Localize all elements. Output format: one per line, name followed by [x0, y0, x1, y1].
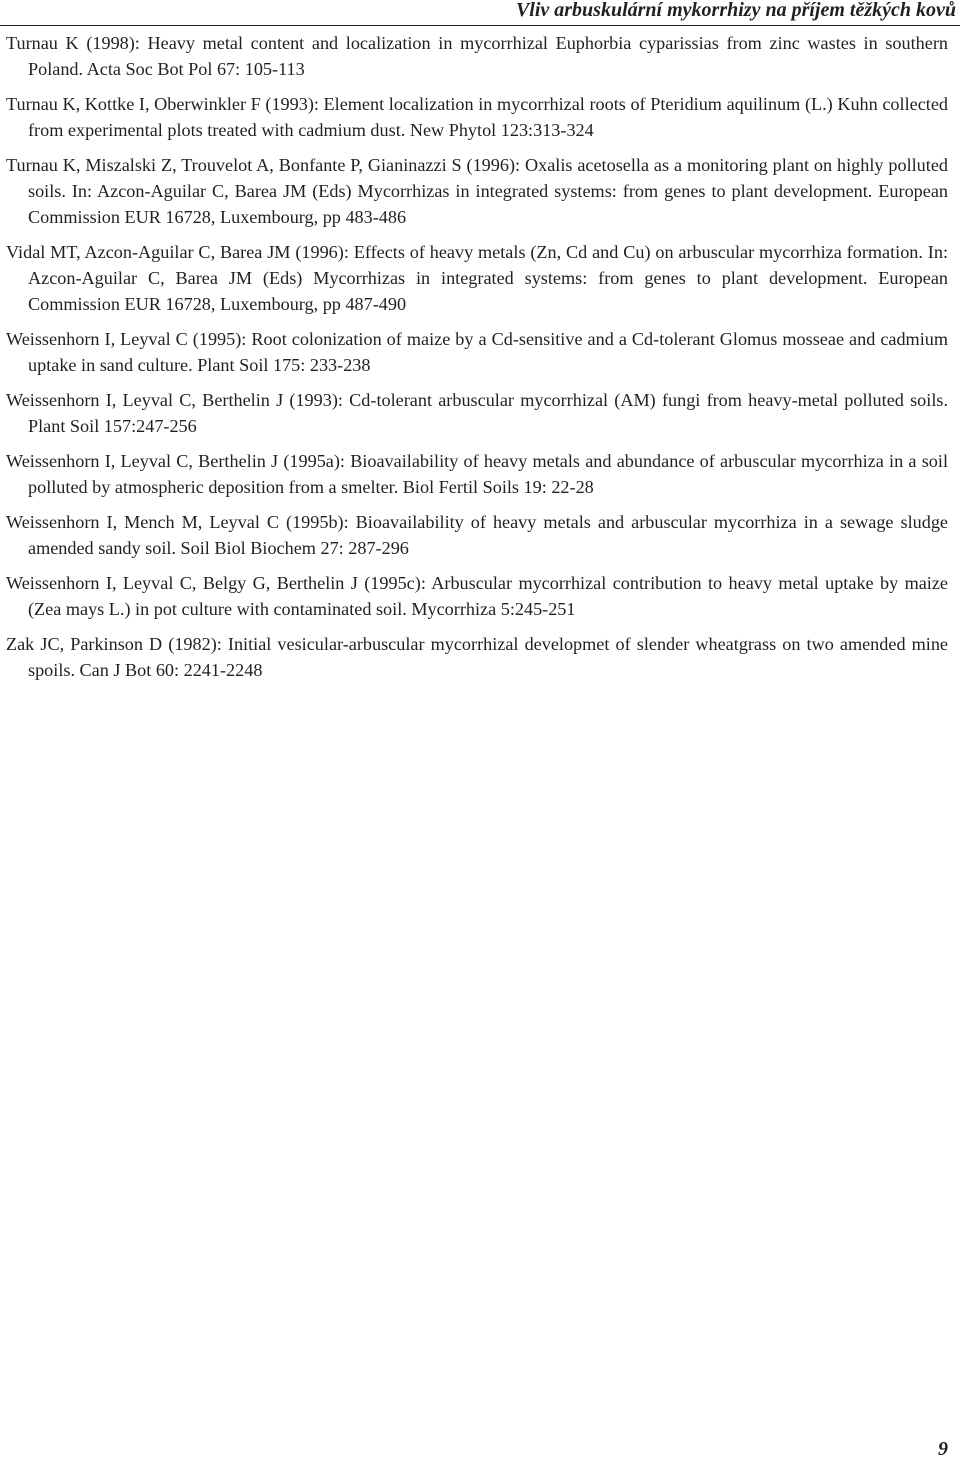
reference-item: Weissenhorn I, Leyval C, Berthelin J (1995a): Bioavailability of heavy metals and abundance of arbuscular mycorrhiza in a soil polluted by atmospheric deposition from a smelter. Biol Fertil Soils 19: 22-28	[6, 451, 948, 497]
reference-item: Weissenhorn I, Mench M, Leyval C (1995b): Bioavailability of heavy metals and arbuscular mycorrhiza in a sewage sludge amended sandy soil. Soil Biol Biochem 27: 287-296	[6, 512, 948, 558]
page-number: 9	[938, 1438, 948, 1460]
reference-item: Turnau K (1998): Heavy metal content and localization in mycorrhizal Euphorbia cyparissias from zinc wastes in southern Poland. Acta Soc Bot Pol 67: 105-113	[6, 33, 948, 79]
reference-item: Weissenhorn I, Leyval C (1995): Root colonization of maize by a Cd-sensitive and a Cd-tolerant Glomus mosseae and cadmium uptake in sand culture. Plant Soil 175: 233-238	[6, 329, 948, 375]
reference-item: Weissenhorn I, Leyval C, Berthelin J (1993): Cd-tolerant arbuscular mycorrhizal (AM) fungi from heavy-metal polluted soils. Plant Soil 157:247-256	[6, 390, 948, 436]
header-rule	[0, 25, 960, 26]
reference-item: Vidal MT, Azcon-Aguilar C, Barea JM (1996): Effects of heavy metals (Zn, Cd and Cu) on arbuscular mycorrhiza formation. In: Azcon-Aguilar C, Barea JM (Eds) Mycorrhizas in integrated systems: from genes to plant development. European Commission EUR 16728, Luxembourg, pp 487-490	[6, 242, 948, 314]
reference-list	[6, 30, 948, 692]
reference-item: Turnau K, Kottke I, Oberwinkler F (1993): Element localization in mycorrhizal roots of Pteridium aquilinum (L.) Kuhn collected from experimental plots treated with cadmium dust. New Phytol 123:313-324	[6, 94, 948, 140]
reference-item: Turnau K, Miszalski Z, Trouvelot A, Bonfante P, Gianinazzi S (1996): Oxalis acetosella as a monitoring plant on highly polluted soils. In: Azcon-Aguilar C, Barea JM (Eds) Mycorrhizas in integrated systems: from genes to plant development. European Commission EUR 16728, Luxembourg, pp 483-486	[6, 155, 948, 227]
reference-item: Weissenhorn I, Leyval C, Belgy G, Berthelin J (1995c): Arbuscular mycorrhizal contribution to heavy metal uptake by maize (Zea mays L.) in pot culture with contaminated soil. Mycorrhiza 5:245-251	[6, 573, 948, 619]
reference-item: Zak JC, Parkinson D (1982): Initial vesicular-arbuscular mycorrhizal developmet of slender wheatgrass on two amended mine spoils. Can J Bot 60: 2241-2248	[6, 634, 948, 680]
running-header-title: Vliv arbuskulární mykorrhizy na příjem těžkých kovů	[515, 0, 956, 21]
